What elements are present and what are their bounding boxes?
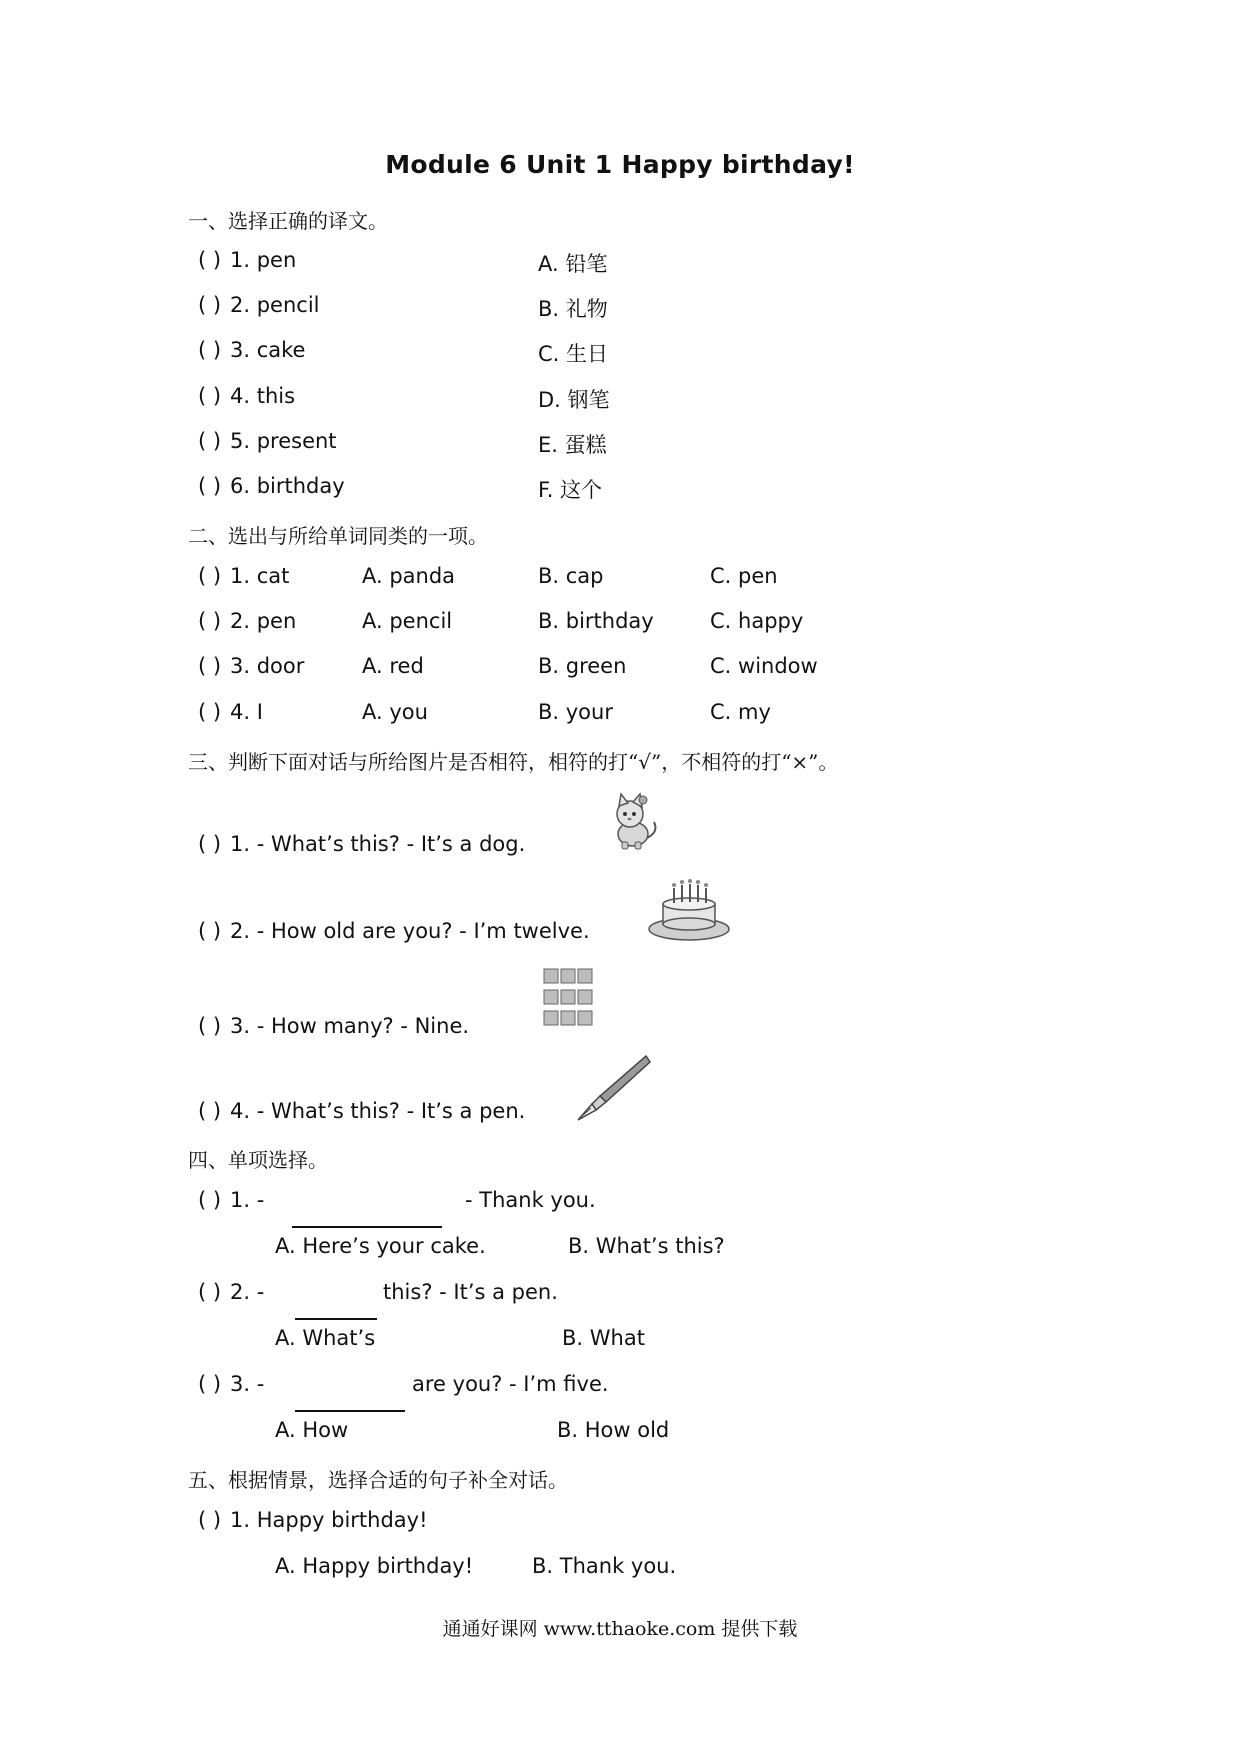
question-suffix: are you? - I’m five.: [412, 1372, 609, 1396]
section-4-heading: 四、单项选择。: [188, 1148, 328, 1172]
option-c: C. happy: [710, 609, 804, 633]
item-word: 4. this: [230, 384, 296, 408]
option-b: B. green: [538, 654, 627, 678]
answer-blank[interactable]: ( ): [198, 293, 222, 317]
section-1-item: [0, 384, 1240, 420]
section-2-item: [0, 700, 1240, 736]
section-1-item: [0, 474, 1240, 510]
answer-blank[interactable]: ( ): [198, 1508, 222, 1532]
answer-blank[interactable]: ( ): [198, 919, 222, 943]
answer-blank[interactable]: ( ): [198, 564, 222, 588]
section-4-options: [0, 1418, 1240, 1454]
section-4-question: [0, 1372, 1240, 1408]
answer-blank[interactable]: ( ): [198, 1099, 222, 1123]
item-word: 1. pen: [230, 248, 297, 272]
section-5-options: [0, 1554, 1240, 1590]
option-a: A. pencil: [362, 609, 453, 633]
section-5-item: [0, 1508, 1240, 1544]
fill-in-blank[interactable]: [295, 1300, 377, 1320]
answer-blank[interactable]: ( ): [198, 832, 222, 856]
item-option: F. 这个: [538, 478, 603, 502]
dialogue-text: 1. Happy birthday!: [230, 1508, 428, 1532]
section-2-item: [0, 564, 1240, 600]
answer-blank[interactable]: ( ): [198, 1372, 222, 1396]
section-2-item: [0, 654, 1240, 690]
page-title: Module 6 Unit 1 Happy birthday!: [385, 150, 855, 179]
section-4-question: [0, 1280, 1240, 1316]
answer-blank[interactable]: ( ): [198, 700, 222, 724]
section-1-item: [0, 429, 1240, 465]
item-word: 4. I: [230, 700, 263, 724]
option-a: A. you: [362, 700, 428, 724]
section-5-heading: 五、根据情景，选择合适的句子补全对话。: [188, 1468, 568, 1492]
item-option: B. 礼物: [538, 297, 608, 321]
option-a: A. What’s: [275, 1326, 376, 1350]
question-suffix: - Thank you.: [465, 1188, 596, 1212]
answer-blank[interactable]: ( ): [198, 429, 222, 453]
question-prefix: 1. -: [230, 1188, 265, 1212]
dialogue-text: 2. - How old are you? - I’m twelve.: [230, 919, 590, 943]
item-word: 3. door: [230, 654, 305, 678]
question-prefix: 3. -: [230, 1372, 265, 1396]
item-word: 2. pencil: [230, 293, 320, 317]
option-b: B. your: [538, 700, 613, 724]
option-c: C. my: [710, 700, 771, 724]
section-4-options: [0, 1326, 1240, 1362]
cat-icon: [602, 790, 664, 852]
answer-blank[interactable]: ( ): [198, 609, 222, 633]
answer-blank[interactable]: ( ): [198, 338, 222, 362]
answer-blank[interactable]: ( ): [198, 384, 222, 408]
question-prefix: 2. -: [230, 1280, 265, 1304]
nine-squares-icon: [540, 965, 596, 1031]
item-word: 5. present: [230, 429, 337, 453]
section-4-options: [0, 1234, 1240, 1270]
section-3-heading: 三、判断下面对话与所给图片是否相符，相符的打“√”，不相符的打“×”。: [188, 750, 839, 774]
option-a: A. red: [362, 654, 424, 678]
option-c: C. pen: [710, 564, 778, 588]
dialogue-text: 4. - What’s this? - It’s a pen.: [230, 1099, 526, 1123]
item-word: 1. cat: [230, 564, 290, 588]
item-option: C. 生日: [538, 342, 609, 366]
option-a: A. Here’s your cake.: [275, 1234, 486, 1258]
section-3-item: [0, 1014, 1240, 1050]
section-2-heading: 二、选出与所给单词同类的一项。: [188, 524, 488, 548]
item-word: 6. birthday: [230, 474, 345, 498]
option-b: B. What: [562, 1326, 645, 1350]
fill-in-blank[interactable]: [295, 1392, 405, 1412]
section-3-item: [0, 919, 1240, 955]
section-1-item: [0, 338, 1240, 374]
dialogue-text: 1. - What’s this? - It’s a dog.: [230, 832, 526, 856]
option-b: B. birthday: [538, 609, 654, 633]
option-b: B. cap: [538, 564, 604, 588]
option-b: B. What’s this?: [568, 1234, 725, 1258]
section-2-item: [0, 609, 1240, 645]
birthday-cake-icon: [646, 872, 732, 942]
item-word: 3. cake: [230, 338, 306, 362]
option-a: A. panda: [362, 564, 456, 588]
option-b: B. How old: [557, 1418, 670, 1442]
option-b: B. Thank you.: [532, 1554, 677, 1578]
item-word: 2. pen: [230, 609, 297, 633]
answer-blank[interactable]: ( ): [198, 1280, 222, 1304]
answer-blank[interactable]: ( ): [198, 248, 222, 272]
answer-blank[interactable]: ( ): [198, 1188, 222, 1212]
item-option: A. 铅笔: [538, 252, 608, 276]
dialogue-text: 3. - How many? - Nine.: [230, 1014, 470, 1038]
footer-source: 通通好课网 www.tthaoke.com 提供下载: [442, 1618, 798, 1640]
fountain-pen-icon: [572, 1052, 652, 1122]
answer-blank[interactable]: ( ): [198, 1014, 222, 1038]
section-1-heading: 一、选择正确的译文。: [188, 209, 388, 233]
answer-blank[interactable]: ( ): [198, 474, 222, 498]
option-a: A. Happy birthday!: [275, 1554, 474, 1578]
fill-in-blank[interactable]: [292, 1208, 442, 1228]
answer-blank[interactable]: ( ): [198, 654, 222, 678]
section-1-item: [0, 248, 1240, 284]
item-option: E. 蛋糕: [538, 433, 607, 457]
option-a: A. How: [275, 1418, 349, 1442]
question-suffix: this? - It’s a pen.: [383, 1280, 558, 1304]
option-c: C. window: [710, 654, 818, 678]
item-option: D. 钢笔: [538, 388, 610, 412]
section-4-question: [0, 1188, 1240, 1224]
section-1-item: [0, 293, 1240, 329]
